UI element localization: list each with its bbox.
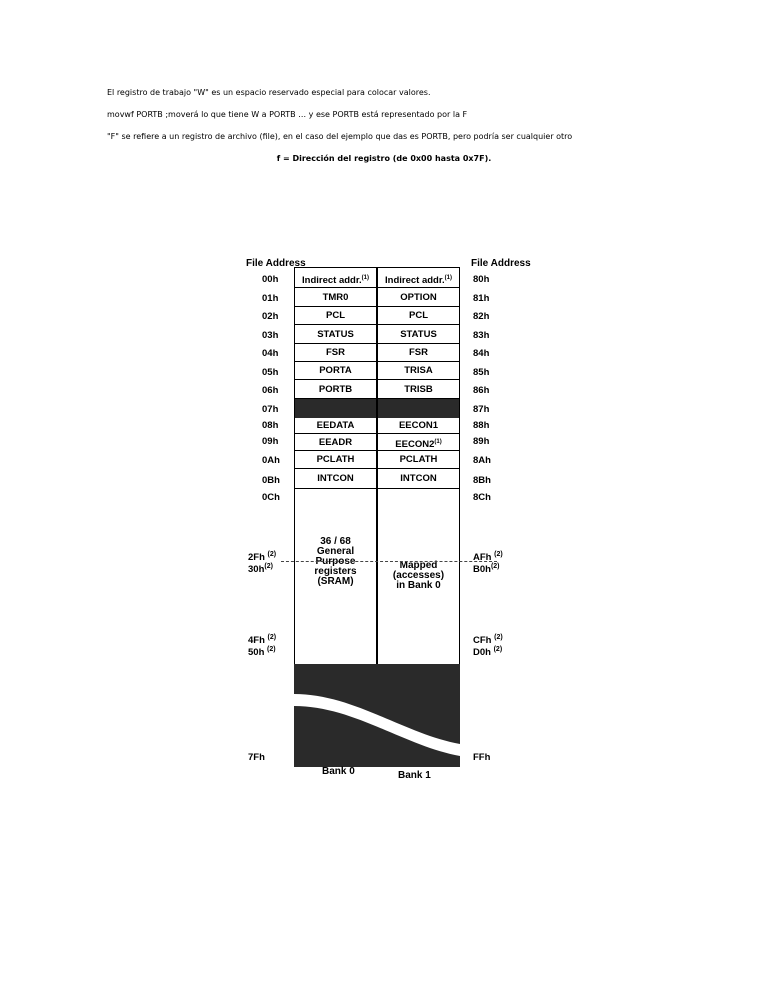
right-address: 80h xyxy=(473,274,490,285)
note-2-mark: (2) xyxy=(267,551,277,558)
right-address: 8Bh xyxy=(473,475,491,486)
left-address: 0Bh xyxy=(262,475,280,486)
bank0-reg-row: PCLATH xyxy=(295,451,376,469)
bank1-reg-name: EECON2 xyxy=(395,439,435,451)
left-address: 09h xyxy=(262,436,279,447)
mapped-line: Mapped xyxy=(399,560,438,571)
bank0-reg-row: INTCON xyxy=(295,469,376,489)
gpr-line: (SRAM) xyxy=(317,576,354,587)
unimplemented-region-curve xyxy=(294,664,460,767)
left-address: 07h xyxy=(262,404,279,415)
gpr-line: 36 / 68 xyxy=(320,536,351,547)
note-1-mark: (1) xyxy=(444,275,452,281)
left-address xyxy=(248,562,273,575)
bank0-reg-row: STATUS xyxy=(295,325,376,344)
gpr-line: registers xyxy=(314,566,357,577)
bank0-reg-row: PCL xyxy=(295,307,376,325)
addr-text: 4Fh xyxy=(248,635,265,647)
bank1-reg-row: INTCON xyxy=(378,469,459,489)
note-2-mark: (2) xyxy=(267,646,276,653)
unimplemented-shaded xyxy=(295,399,376,418)
left-address: 08h xyxy=(262,420,279,431)
bank1-reg-row xyxy=(378,268,459,288)
formula-f-address: f = Dirección del registro (de 0x00 hasta 0x7F). xyxy=(276,154,492,163)
left-address: 7Fh xyxy=(248,752,265,763)
left-address: 06h xyxy=(262,385,279,396)
right-address: 81h xyxy=(473,293,490,304)
paragraph-w-register: El registro de trabajo "W" es un espacio reservado especial para colocar valores. xyxy=(107,88,431,97)
register-file-map xyxy=(243,252,533,792)
left-address: 05h xyxy=(262,367,279,378)
bank0-reg-row: PORTB xyxy=(295,380,376,399)
addr-text: AFh xyxy=(473,552,492,564)
mapped-block-label xyxy=(378,561,459,591)
file-address-header-left: File Address xyxy=(246,258,306,269)
right-address: 8Ch xyxy=(473,492,491,503)
left-address: 01h xyxy=(262,293,279,304)
right-address: 84h xyxy=(473,348,490,359)
right-address: 88h xyxy=(473,420,490,431)
note-2-mark: (2) xyxy=(493,646,503,653)
note-2-mark: (2) xyxy=(267,634,277,641)
addr-text: B0h xyxy=(473,564,491,576)
note-2-mark: (2) xyxy=(264,563,273,570)
bank0-label: Bank 0 xyxy=(322,766,355,777)
right-address xyxy=(473,645,502,658)
right-address: 89h xyxy=(473,436,490,447)
bank1-reg-name: Indirect addr. xyxy=(385,275,445,287)
bank1-reg-row: TRISB xyxy=(378,380,459,399)
gpr-block-label xyxy=(295,537,376,587)
bank0-reg-name: Indirect addr. xyxy=(302,275,362,287)
note-1-mark: (1) xyxy=(361,275,369,281)
file-address-header-right: File Address xyxy=(471,258,531,269)
unimplemented-shaded xyxy=(378,399,459,418)
left-address: 03h xyxy=(262,330,279,341)
left-address: 02h xyxy=(262,311,279,322)
addr-text: 50h xyxy=(248,647,265,659)
bank0-reg-row: EEDATA xyxy=(295,418,376,434)
note-2-mark: (2) xyxy=(490,563,500,570)
bank0-reg-row: TMR0 xyxy=(295,288,376,307)
left-address: 00h xyxy=(262,274,279,285)
bank1-reg-row xyxy=(378,434,459,451)
left-address: 04h xyxy=(262,348,279,359)
bank0-reg-row xyxy=(295,268,376,288)
mapped-line: in Bank 0 xyxy=(396,580,441,591)
addr-text: 30h xyxy=(248,564,265,576)
left-address: 0Ch xyxy=(262,492,280,503)
right-address: 86h xyxy=(473,385,490,396)
addr-text: 2Fh xyxy=(248,552,265,564)
bank1-reg-row: EECON1 xyxy=(378,418,459,434)
left-address: 0Ah xyxy=(262,455,280,466)
note-1-mark: (1) xyxy=(434,439,442,445)
note-2-mark: (2) xyxy=(494,551,503,558)
gpr-line: Purpose xyxy=(315,556,356,567)
right-address: FFh xyxy=(473,752,491,763)
bank1-reg-row: PCLATH xyxy=(378,451,459,469)
addr-text: CFh xyxy=(473,635,492,647)
dashed-boundary xyxy=(281,561,497,562)
bank0-reg-row: PORTA xyxy=(295,362,376,380)
mapped-line: (accesses) xyxy=(392,570,445,581)
paragraph-f-description: "F" se refiere a un registro de archivo (file), en el caso del ejemplo que das es PORTB, pero podría ser cualquier otro xyxy=(107,132,573,141)
bank1-reg-row: OPTION xyxy=(378,288,459,307)
paragraph-movwf-example: movwf PORTB ;moverá lo que tiene W a PORTB … y ese PORTB está representado por la F xyxy=(107,110,468,119)
right-address: 83h xyxy=(473,330,490,341)
gpr-line: General xyxy=(316,546,355,557)
right-address xyxy=(473,562,500,575)
bank0-reg-row: EEADR xyxy=(295,434,376,451)
bank1-reg-row: STATUS xyxy=(378,325,459,344)
bank0-reg-row: FSR xyxy=(295,344,376,362)
bank1-label: Bank 1 xyxy=(398,770,431,781)
bank1-reg-row: TRISA xyxy=(378,362,459,380)
right-address: 85h xyxy=(473,367,490,378)
left-address xyxy=(248,645,276,658)
note-2-mark: (2) xyxy=(494,634,503,641)
bank1-reg-row: FSR xyxy=(378,344,459,362)
bank1-reg-row: PCL xyxy=(378,307,459,325)
right-address: 82h xyxy=(473,311,490,322)
right-address: 87h xyxy=(473,404,490,415)
addr-text: D0h xyxy=(473,647,491,659)
right-address: 8Ah xyxy=(473,455,491,466)
